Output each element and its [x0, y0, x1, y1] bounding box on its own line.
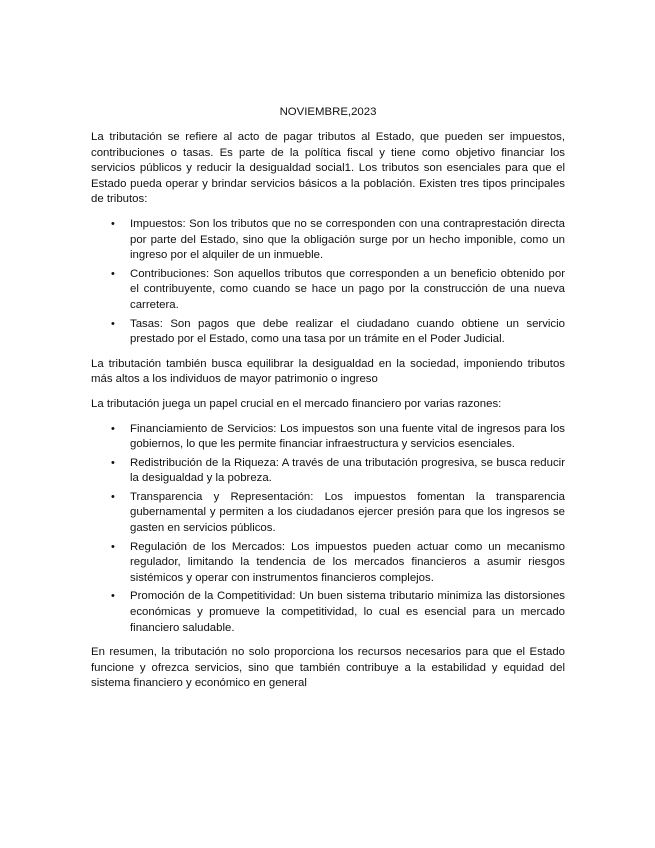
bullet-icon: •	[111, 317, 115, 330]
bullet-icon: •	[111, 490, 115, 503]
bullet-icon: •	[111, 540, 115, 553]
intro-paragraph: La tributación se refiere al acto de pagar tributos al Estado, que pueden ser impuestos, contribuciones o tasas. Es parte de la política fiscal y tiene como objetivo financiar los servicios públicos y reducir la desigualdad social1. Los tributos son esenciales para que el Estado pueda operar y brindar servicios básicos a la población. Existen tres tipos principales de tributos:	[91, 131, 565, 206]
list-item-redistribucion	[91, 456, 565, 487]
bullet-icon: •	[111, 217, 115, 230]
document-title: NOVIEMBRE,2023	[279, 106, 377, 118]
list-item-financiamiento	[91, 422, 565, 453]
market-intro-paragraph: La tributación juega un papel crucial en el mercado financiero por varias razones:	[91, 397, 502, 410]
list-item-text: Regulación de los Mercados: Los impuestos pueden actuar como un mecanismo regulador, limitando la tendencia de los mercados financieros a asumir riesgos sistémicos y operar con instrumentos financieros complejos.	[130, 540, 565, 584]
list-item-regulacion	[91, 540, 565, 587]
bullet-icon: •	[111, 590, 115, 603]
list-item-text: Financiamiento de Servicios: Los impuestos son una fuente vital de ingresos para los gobiernos, lo que les permite financiar infraestructura y servicios esenciales.	[130, 422, 565, 451]
list-item-text: Redistribución de la Riqueza: A través de una tributación progresiva, se busca reducir la desigualdad y la pobreza.	[130, 456, 565, 485]
list-item-text: Tasas: Son pagos que debe realizar el ciudadano cuando obtiene un servicio prestado por el Estado, como una tasa por un trámite en el Poder Judicial.	[130, 317, 565, 346]
list-item-transparencia	[91, 490, 565, 537]
list-item-contribuciones	[91, 267, 565, 314]
list-item-tasas	[91, 317, 565, 348]
bullet-icon: •	[111, 422, 115, 435]
list-item-text: Promoción de la Competitividad: Un buen sistema tributario minimiza las distorsiones económicas y promueve la competitividad, lo cual es esencial para un mercado financiero saludable.	[130, 590, 565, 634]
list-item-competitividad	[91, 589, 565, 636]
list-item-text: Transparencia y Representación: Los impuestos fomentan la transparencia gubernamental y permiten a los ciudadanos ejercer presión para que los ingresos se gasten en servicios públicos.	[130, 490, 565, 535]
list-item-text: Impuestos: Son los tributos que no se corresponden con una contraprestación directa por parte del Estado, sino que la obligación surge por un hecho imponible, como un ingreso por el alquiler de un inmueble.	[130, 217, 565, 262]
inequality-paragraph: La tributación también busca equilibrar la desigualdad en la sociedad, imponiendo tributos más altos a los individuos de mayor patrimonio o ingreso	[91, 357, 565, 386]
tribute-types-list	[91, 217, 565, 348]
market-reasons-list	[91, 422, 565, 637]
bullet-icon: •	[111, 456, 115, 469]
list-item-impuestos	[91, 217, 565, 264]
bullet-icon: •	[111, 267, 115, 280]
conclusion-paragraph: En resumen, la tributación no solo proporciona los recursos necesarios para que el Estado funcione y ofrezca servicios, sino que también contribuye a la estabilidad y equidad del sistema financiero y económico en general	[91, 646, 565, 690]
list-item-text: Contribuciones: Son aquellos tributos que corresponden a un beneficio obtenido por el contribuyente, como cuando se hace un pago por la construcción de una nueva carretera.	[130, 267, 565, 311]
document-body	[91, 105, 565, 701]
